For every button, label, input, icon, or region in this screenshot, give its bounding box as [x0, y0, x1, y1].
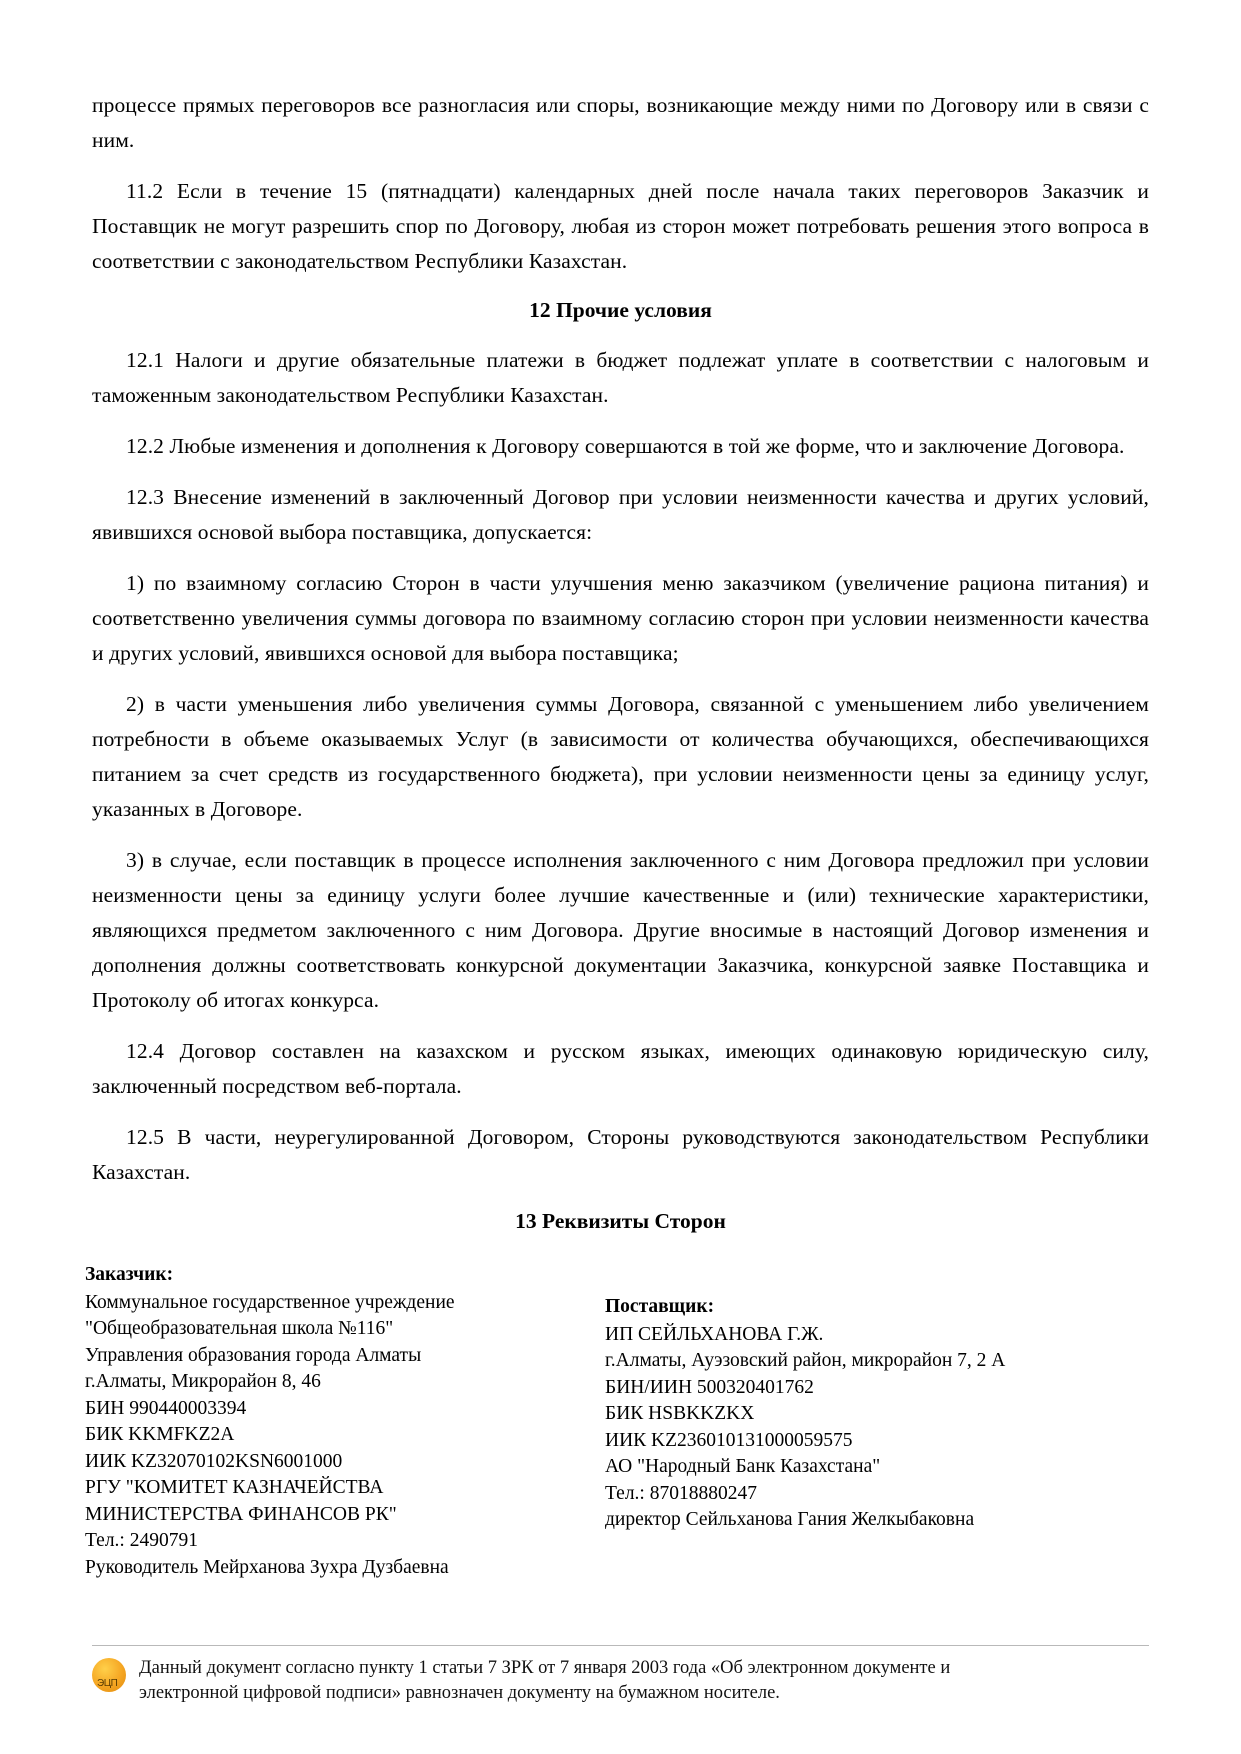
paragraph-12-4: 12.4 Договор составлен на казахском и русском языках, имеющих одинаковую юридическую силу, заключенный посредством веб-портала.	[92, 1039, 1149, 1098]
customer-line: РГУ "КОМИТЕТ КАЗНАЧЕЙСТВА	[85, 1477, 384, 1498]
requisites-customer	[85, 1262, 605, 1581]
paragraph-12-5: 12.5 В части, неурегулированной Договором, Стороны руководствуются законодательством Республики Казахстан.	[92, 1125, 1149, 1184]
section-heading-12: 12 Прочие условия	[529, 298, 712, 322]
customer-signatory: Руководитель Мейрханова Зухра Дузбаевна	[85, 1556, 449, 1578]
footer-line-1: Данный документ согласно пункту 1 статьи 7 ЗРК от 7 января 2003 года «Об электронном документе и	[139, 1658, 951, 1678]
ecp-seal-label: ЭЦП	[97, 1678, 118, 1689]
paragraph-12-3: 12.3 Внесение изменений в заключенный Договор при условии неизменности качества и других условий, явившихся основой выбора поставщика, допускается:	[92, 485, 1149, 544]
customer-line: ИИК KZ32070102KSN6001000	[85, 1450, 343, 1472]
paragraph-12-3-item-2: 2) в части уменьшения либо увеличения суммы Договора, связанной с уменьшением либо увеличением потребности в объеме оказываемых Услуг (в зависимости от количества обучающихся, обеспечивающихся питанием за счет средств из государственного бюджета), при условии неизменности цены за единицу услуг, указанных в Договоре.	[92, 692, 1149, 821]
footer-line-2: электронной цифровой подписи» равнозначен документу на бумажном носителе.	[139, 1683, 780, 1703]
customer-line: "Общеобразовательная школа №116"	[85, 1318, 394, 1339]
customer-line: БИН 990440003394	[85, 1397, 247, 1419]
paragraph-12-2: 12.2 Любые изменения и дополнения к Договору совершаются в той же форме, что и заключение Договора.	[126, 434, 1125, 458]
supplier-title: Поставщик:	[605, 1296, 715, 1317]
customer-line: БИК KKMFKZ2A	[85, 1424, 235, 1445]
paragraph-11-2: 11.2 Если в течение 15 (пятнадцати) календарных дней после начала таких переговоров Заказчик и Поставщик не могут разрешить спор по Договору, любая из сторон может потребовать решения этого вопроса в соответствии с законодательством Республики Казахстан.	[92, 179, 1149, 273]
footer-ecp-notice	[92, 1645, 1149, 1706]
paragraph-12-1: 12.1 Налоги и другие обязательные платежи в бюджет подлежат уплате в соответствии с налоговым и таможенным законодательством Республики Казахстан.	[92, 348, 1149, 407]
customer-line: МИНИСТЕРСТВА ФИНАНСОВ РК"	[85, 1503, 397, 1525]
supplier-line: ИИК KZ236010131000059575	[605, 1429, 853, 1451]
customer-line: Коммунальное государственное учреждение	[85, 1291, 455, 1313]
customer-line: г.Алматы, Микрорайон 8, 46	[85, 1371, 321, 1392]
customer-title: Заказчик:	[85, 1264, 174, 1285]
supplier-line: БИН/ИИН 500320401762	[605, 1376, 814, 1398]
customer-line: Тел.: 2490791	[85, 1530, 198, 1551]
paragraph-continued: процессе прямых переговоров все разногласия или споры, возникающие между ними по Договору или в связи с ним.	[92, 93, 1149, 152]
ecp-seal-icon	[92, 1658, 126, 1692]
supplier-line: Тел.: 87018880247	[605, 1482, 757, 1504]
paragraph-12-3-item-3: 3) в случае, если поставщик в процессе исполнения заключенного с ним Договора предложил при условии неизменности цены за единицу услуги более лучшие качественные и (или) технические характеристики, являющихся предметом заключенного с ним Договора. Другие вносимые в настоящий Договор изменения и дополнения должны соответствовать конкурсной документации Заказчика, конкурсной заявке Поставщика и Протоколу об итогах конкурса.	[92, 848, 1149, 1012]
supplier-line: АО "Народный Банк Казахстана"	[605, 1456, 881, 1477]
footer-text	[139, 1656, 950, 1706]
requisites-block	[85, 1262, 1149, 1578]
supplier-line: БИК HSBKKZKX	[605, 1403, 755, 1424]
supplier-signatory: директор Сейльханова Гания Желкыбаковна	[605, 1509, 975, 1530]
paragraph-12-3-item-1: 1) по взаимному согласию Сторон в части улучшения меню заказчиком (увеличение рациона питания) и соответственно увеличения суммы договора по взаимному согласию сторон при условии неизменности качества и других условий, явившихся основой для выбора поставщика;	[92, 571, 1149, 665]
section-heading-13: 13 Реквизиты Сторон	[515, 1209, 726, 1233]
requisites-supplier	[605, 1294, 1145, 1534]
supplier-line: г.Алматы, Ауэзовский район, микрорайон 7, 2 А	[605, 1350, 1006, 1371]
supplier-line: ИП СЕЙЛЬХАНОВА Г.Ж.	[605, 1323, 824, 1345]
customer-line: Управления образования города Алматы	[85, 1344, 422, 1366]
